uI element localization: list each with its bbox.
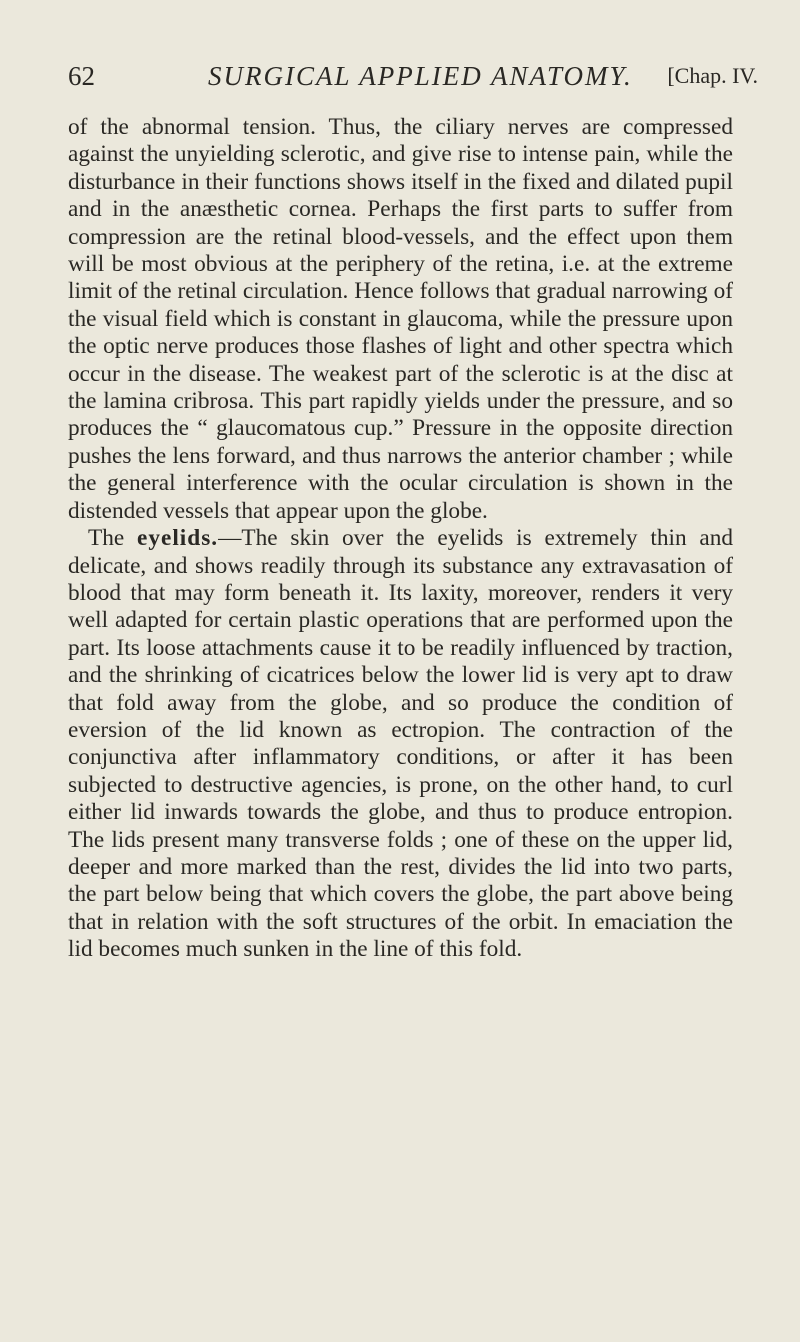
running-head bbox=[68, 58, 758, 94]
section-text-eyelids: —The skin over the eyelids is extremely thin and delicate, and shows readily through its substance any extravasation of blood that may form beneath it. Its laxity, moreover, renders it very well adapted for certain plastic operations that are performed upon the part. Its loose attachments cause it to be readily influenced by traction, and the shrinking of cicatrices below the lower lid is very apt to draw that fold away from the globe, and so produce the condition of eversion of the lid known as ectropion. The contraction of the conjunctiva after inflammatory conditions, or after it has been subjected to destructive agencies, is prone, on the other hand, to curl either lid inwards towards the globe, and thus to produce entropion. The lids present many transverse folds ; one of these on the upper lid, deeper and more marked than the rest, divides the lid into two parts, the part below being that which covers the globe, the part above being that in relation with the soft structures of the orbit. In emaciation the lid becomes much sunken in the line of this fold. bbox=[68, 525, 733, 963]
section-lead-word: The bbox=[88, 525, 125, 552]
body-text bbox=[68, 114, 733, 964]
book-title: SURGICAL APPLIED ANATOMY. bbox=[208, 61, 633, 91]
paragraph-glaucoma: of the abnormal tension. Thus, the ciliary nerves are compressed against the unyielding sclerotic, and give rise to intense pain, while the disturbance in their functions shows itself in the fixed and dilated pupil and in the anæsthetic cornea. Perhaps the first parts to suffer from compression are the retinal blood-vessels, and the effect upon them will be most obvious at the periphery of the retina, i.e. at the extreme limit of the retinal circulation. Hence follows that gradual narrowing of the visual field which is constant in glaucoma, while the pressure upon the optic nerve produces those flashes of light and other spectra which occur in the disease. The weakest part of the sclerotic is at the disc at the lamina cribrosa. This part rapidly yields under the pressure, and so produces the “ glaucomatous cup.” Pressure in the opposite direction pushes the lens forward, and thus narrows the anterior chamber ; while the general interference with the ocular circulation is shown in the distended vessels that appear upon the globe. bbox=[68, 114, 733, 524]
section-heading-eyelids: eyelids. bbox=[137, 525, 219, 552]
page-number: 62 bbox=[68, 61, 95, 91]
chapter-reference: [Chap. IV. bbox=[667, 63, 758, 88]
paragraph-eyelids bbox=[68, 525, 733, 964]
